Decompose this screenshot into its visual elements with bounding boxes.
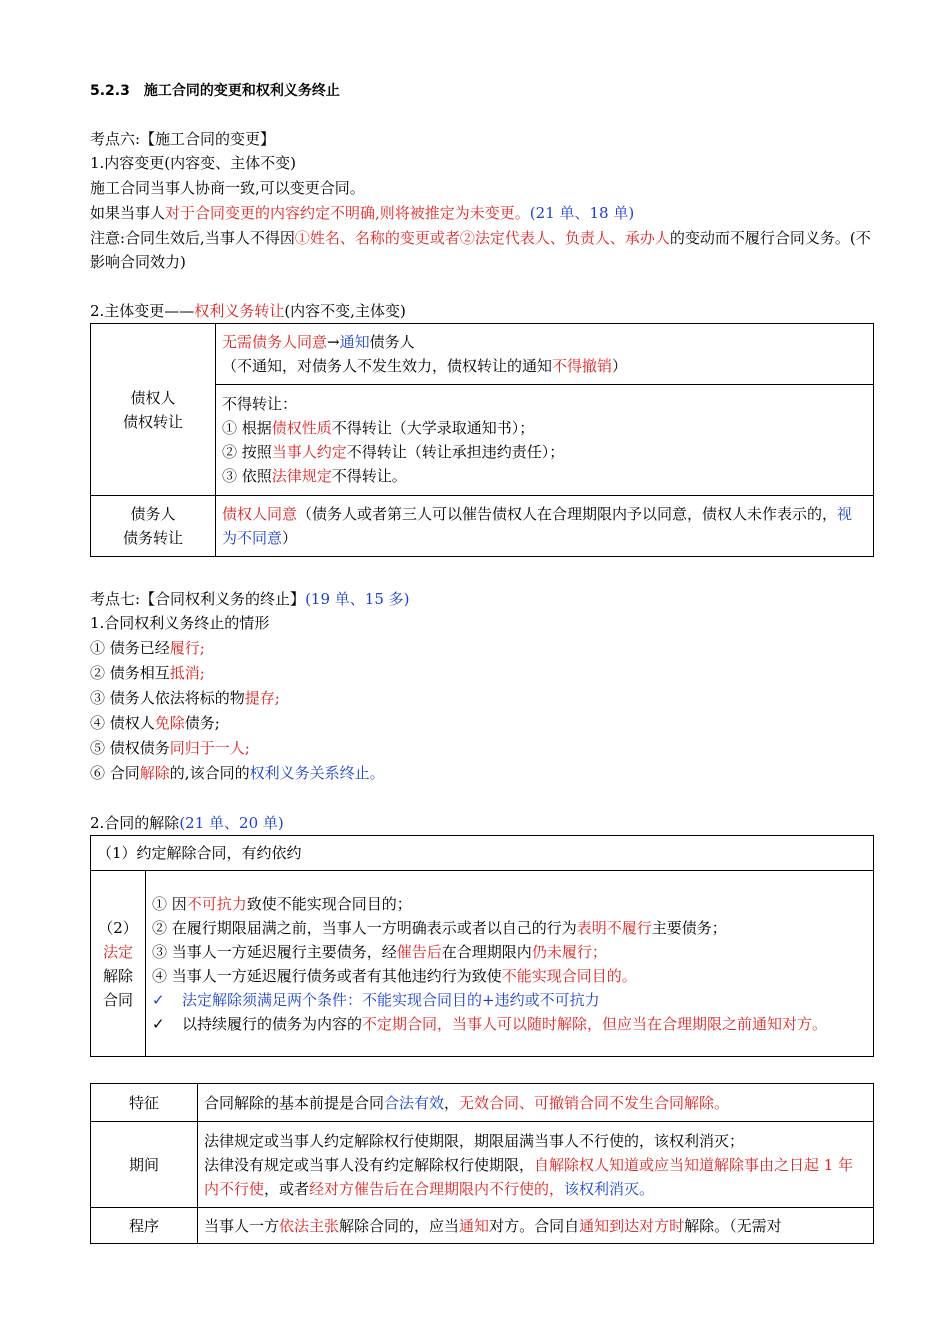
- period-label: 期间: [91, 1122, 198, 1208]
- list-item: ② 债务相互抵消;: [90, 664, 205, 682]
- kp7-title: 考点七:【合同权利义务的终止】(19 单、15 多): [90, 590, 410, 608]
- kp6-line2: 如果当事人对于合同变更的内容约定不明确,则将被推定为未变更。(21 单、18 单): [90, 204, 635, 222]
- kp6-title: 考点六:【施工合同的变更】: [90, 130, 276, 148]
- debtor-transfer-cell: 债权人同意（债务人或者第三人可以催告债权人在合理期限内予以同意，债权人未作表示的，视为不同意）: [216, 496, 874, 557]
- procedure-label: 程序: [91, 1208, 198, 1244]
- list-item: ⑥ 合同解除的,该合同的权利义务关系终止。: [90, 764, 385, 782]
- kp6-line1: 施工合同当事人协商一致,可以变更合同。: [90, 179, 365, 197]
- kp6-note: 注意:合同生效后,当事人不得因①姓名、名称的变更或者②法定代表人、负责人、承办人的变动而不履行合同义务。(不影响合同效力): [90, 229, 871, 271]
- period-cell: 法律规定或当事人约定解除权行使期限，期限届满当事人不行使的，该权利消灭； 法律没有规定或当事人没有约定解除权行使期限，自解除权人知道或应当知道解除事由之日起 1 年内不行使，或者经对方催告后在合理期限内不行使的，该权利消灭。: [198, 1122, 874, 1208]
- agreed-termination-cell: （1）约定解除合同，有约依约: [91, 836, 874, 871]
- list-item: ③ 债务人依法将标的物提存;: [90, 689, 280, 707]
- termination-detail-table: [90, 1083, 874, 1244]
- transfer-table: [90, 323, 874, 557]
- statutory-conditions-cell: ① 因不可抗力致使不能实现合同目的； ② 在履行期限届满之前，当事人一方明确表示或者以自己的行为表明不履行主要债务； ③ 当事人一方延迟履行主要债务，经催告后在合理期限内仍未履行； ④ 当事人一方延迟履行债务或者有其他违约行为致使不能实现合同目的。 ✓ 法定解除须满足两个条件：不能实现合同目的+违约或不可抗力 ✓ 以持续履行的债务为内容的不定期合同，当事人可以随时解除，但应当在合理期限之前通知对方。: [146, 871, 874, 1057]
- section-heading: 5.2.3 施工合同的变更和权利义务终止: [90, 83, 340, 99]
- list-item: ⑤ 债权债务同归于一人;: [90, 739, 250, 757]
- debtor-cell: 债务人 债务转让: [91, 496, 216, 557]
- termination-table: [90, 835, 874, 1057]
- no-transfer-cell: 不得转让： ① 根据债权性质不得转让（大学录取通知书）； ② 按照当事人约定不得转让（转让承担违约责任）； ③ 依照法律规定不得转让。: [216, 385, 874, 496]
- check-icon: ✓: [152, 990, 165, 1009]
- check-icon: ✓: [152, 1014, 165, 1033]
- kp6-s1-title: 1.内容变更(内容变、主体不变): [90, 154, 297, 172]
- feature-cell: 合同解除的基本前提是合同合法有效，无效合同、可撤销合同不发生合同解除。: [198, 1084, 874, 1122]
- creditor-notice-cell: 无需债务人同意→通知债务人 （不通知，对债务人不发生效力，债权转让的通知不得撤销）: [216, 324, 874, 385]
- list-item: ④ 债权人免除债务;: [90, 714, 220, 732]
- feature-label: 特征: [91, 1084, 198, 1122]
- kp7-s2-title: 2.合同的解除(21 单、20 单): [90, 814, 284, 832]
- list-item: ① 债务已经履行;: [90, 639, 205, 657]
- kp6-s2-title: 2.主体变更——权利义务转让(内容不变,主体变): [90, 302, 406, 320]
- kp7-s1-title: 1.合同权利义务终止的情形: [90, 614, 270, 632]
- creditor-cell: 债权人 债权转让: [91, 324, 216, 496]
- procedure-cell: 当事人一方依法主张解除合同的，应当通知对方。合同自通知到达对方时解除。（无需对: [198, 1208, 874, 1244]
- statutory-label-cell: （2） 法定 解除 合同: [91, 871, 146, 1057]
